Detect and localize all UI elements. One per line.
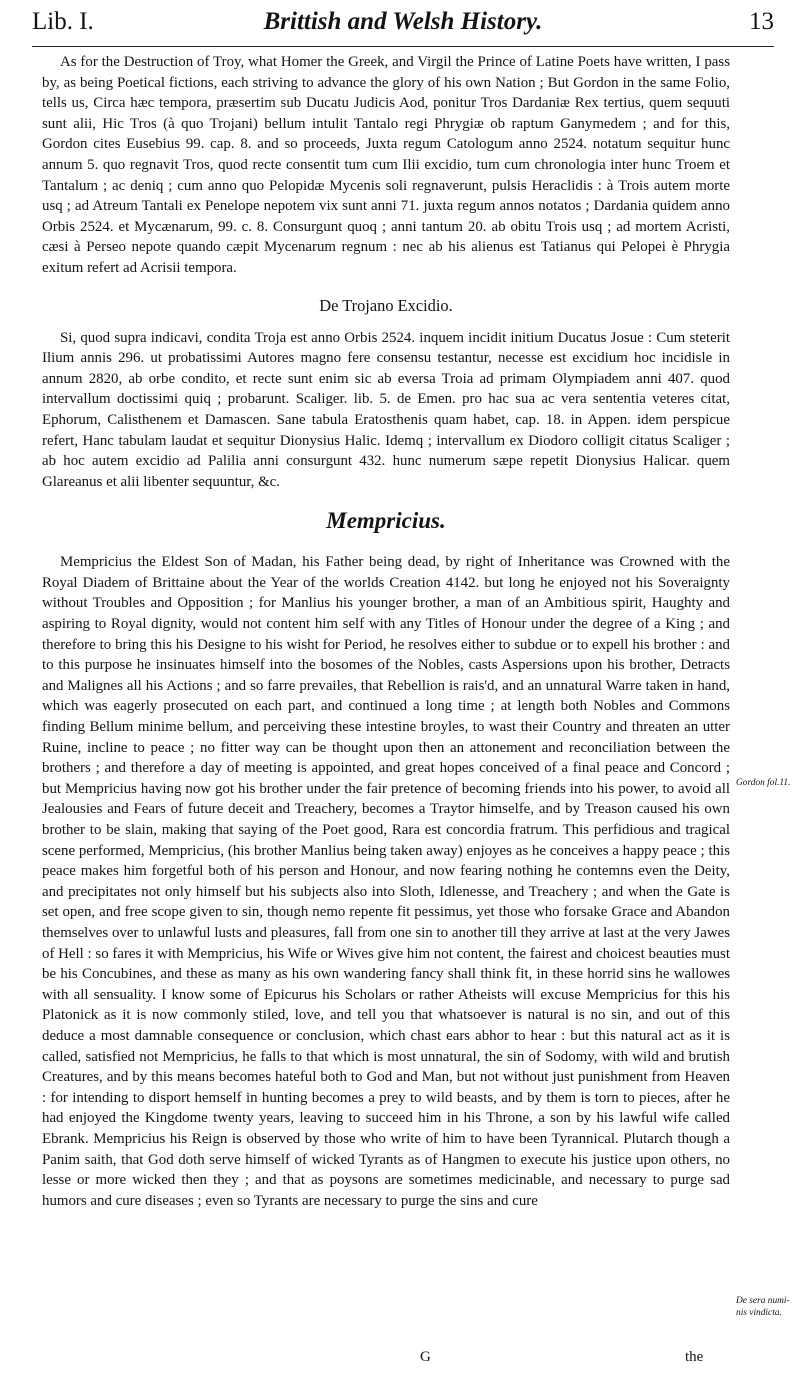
paragraph-de-trojano-excidio: Si, quod supra indicavi, condita Troja est anno Orbis 2524. inquem incidit initium Ducatus Josue : Cum steterit Ilium annis 296. ut probatissimi Autores magno fere consensu testantur, necesse est excidium hoc incidisle in annum 2820, ab orbe condito, et recte sunt enim sic ab eversa Troia ad primam Olympiadem anni 407. quod intervallum doctissimi quiq ; probarunt. Scaliger. lib. 5. de Emen. pro hac sua ac vera sententia veteres citat, Ephorum, Calisthenem et Damascen. Sane tabula Eratosthenis quam habet, cap. 18. in Appen. idem perspicue refert, Hanc tabulam laudat et sequitur Dionysius Halic. Idemq ; intervallum ex Diodoro colligit citatus Scaliger ; ab hoc autem excidio ad Palilia anni consurgunt 432. hunc numerum sæpe repetit Dionysius Halicar. quem Glareanus et alii libenter sequuntur, &c. <box>42 329 730 490</box>
signature-mark: G <box>420 1349 431 1365</box>
catchword: the <box>685 1349 704 1365</box>
page-number: 13 <box>749 8 774 35</box>
paragraph-destruction-of-troy: As for the Destruction of Troy, what Homer the Greek, and Virgil the Prince of Latine Poets have written, I pass by, as being Poetical fictions, each striving to advance the glory of his own Nation ; But Gordon in the same Folio, tells us, Circa hæc tempora, præsertim sub Ducatu Judicis Aod, ponitur Tros Dardaniæ Rex tertius, quem sequuti sunt alii, Hic Tros (à quo Trojani) bellum intulit Tantalo regi Phrygiæ ob raptum Ganymedem ; and for this, Gordon cites Eusebius 99. cap. 8. and so proceeds, Juxta regum Catologum anno 2524. notatum sequitur hunc annum 5. quo regnavit Tros, quod recte consentit tum cum Ilii excidio, tum cum chronologia inter hunc Troem et Tantalum ; ac deniq ; cum anno quo Pelopidæ Mycenis soli regnaverunt, pulsis Heraclidis : à Trois autem morte usq ; ad Atreum Tantali ex Penelope nepotem vix sunt anni 71. juxta regum annos notatos ; Dardania quidem anno Orbis 2524. et Mycænarum, 99. c. 8. Consurgunt quoq ; anni tantum 20. ab obitu Trois usq ; ad mortem Acristi, cæsi à Perseo nepote quando cæpit Mycenarum regnum : nec ab his alienus est Tatianus qui Pelopei è Phrygia exitum refert ad Acrisii tempora. <box>42 54 730 276</box>
header-rule <box>32 46 774 47</box>
margin-note-plutarch-line2: nis vindicta. <box>736 1308 782 1318</box>
body-text <box>42 52 730 1211</box>
running-header <box>32 0 774 46</box>
section-heading-de-trojano-excidio: De Trojano Excidio. <box>319 295 453 315</box>
running-title: Brittish and Welsh History. <box>263 8 543 35</box>
margin-note-gordon: Gordon fol.11. <box>736 778 791 788</box>
section-heading-mempricius: Mempricius. <box>326 508 446 534</box>
paragraph-mempricius: Mempricius the Eldest Son of Madan, his Father being dead, by right of Inheritance was Crowned with the Royal Diadem of Brittaine about the Year of the worlds Creation 4142. but long he enjoyed not his Soveraignty without Troubles and Opposition ; for Manlius his younger brother, a man of an Ambitious spirit, Haughty and aspiring to Royal dignity, would not content him self with any Titles of Honour under the degree of a King ; and therefore to bring this his Designe to his wisht for Period, he resolves either to subdue or to expell his brother : and to this purpose he insinuates himself into the bosomes of the Nobles, casts Aspersions upon his brother, Detracts and Malignes all his Actions ; and so farre prevailes, that Rebellion is rais'd, and an unnatural Warre taken in hand, which was eagerly prosecuted on each part, and continued a long time ; at length both Nobles and Commons finding Bellum minime bellum, and perceiving these intestine broyles, to wast their Country and threaten an utter Ruine, incline to peace ; no fitter way can be thought upon then an attonement and reconciliation between the brothers ; and therefore a day of meeting is appointed, and great hopes conceived of a final peace and Concord ; but Mempricius having now got his brother under the fair pretence of becoming friends into his power, to avoid all Jealousies and Fears of future deceit and Treachery, becomes a Traytor himselfe, and by Treason caused his own brother to be slain, making that saying of the Poet good, Rara est concordia fratrum. This perfidious and tragical scene performed, Mempricius, (his brother Manlius being taken away) enjoyes as he conceives a happy peace ; this peace makes him forgetful both of his person and Honour, and now fearing nothing he contemns even the Deity, and precipitates not only himself but his subjects also into Sloth, Idlenesse, and Treachery ; and when the Gate is set open, and free scope given to sin, though nemo repente fit pessimus, yet those who forsake Grace and Abandon themselves over to unlawful lusts and pleasures, fall from one sin to another till they arrive at last at the very Jawes of Hell : so fares it with Mempricius, his Wife or Wives give him not content, the fairest and choicest beauties must be his Concubines, and these as many as his own wandering fancy shall think fit, in these horrid sins he wallowes with all sensuality. I know some of Epicurus his Scholars or rather Atheists will excuse Mempricius for this his Platonick as it is now commonly stiled, love, and tell you that whatsoever is natural is no sin, and out of this deduce a most damnable consequence or conclusion, which chast ears abhor to hear : but this natural act as it is called, satisfied not Mempricius, he falls to that which is most unnatural, the sin of Sodomy, with wild and brutish Creatures, and by this means becomes hateful both to God and Man, but not without just punishment from Heaven : for intending to disport hemself in hunting becomes a prey to wild beasts, and by them is torn to pieces, after he had enjoyed the Kingdome twenty years, leaving to succeed him in his Throne, a son by his lawful wife called Ebrank. Mempricius his Reign is observed by those who write of him to have been Tyrannical. Plutarch though a Panim saith, that God doth serve himself of wicked Tyrants as of Hangmen to execute his justice upon others, no lesse or more wicked then they ; and that as poysons are sometimes medicinable, and necessary to purge sad humors and cure diseases ; even so Tyrants are necessary to purge the sins and cure <box>42 554 730 1209</box>
book-number: Lib. I. <box>32 8 94 35</box>
margin-note-plutarch-line1: De sera numi- <box>736 1296 790 1306</box>
